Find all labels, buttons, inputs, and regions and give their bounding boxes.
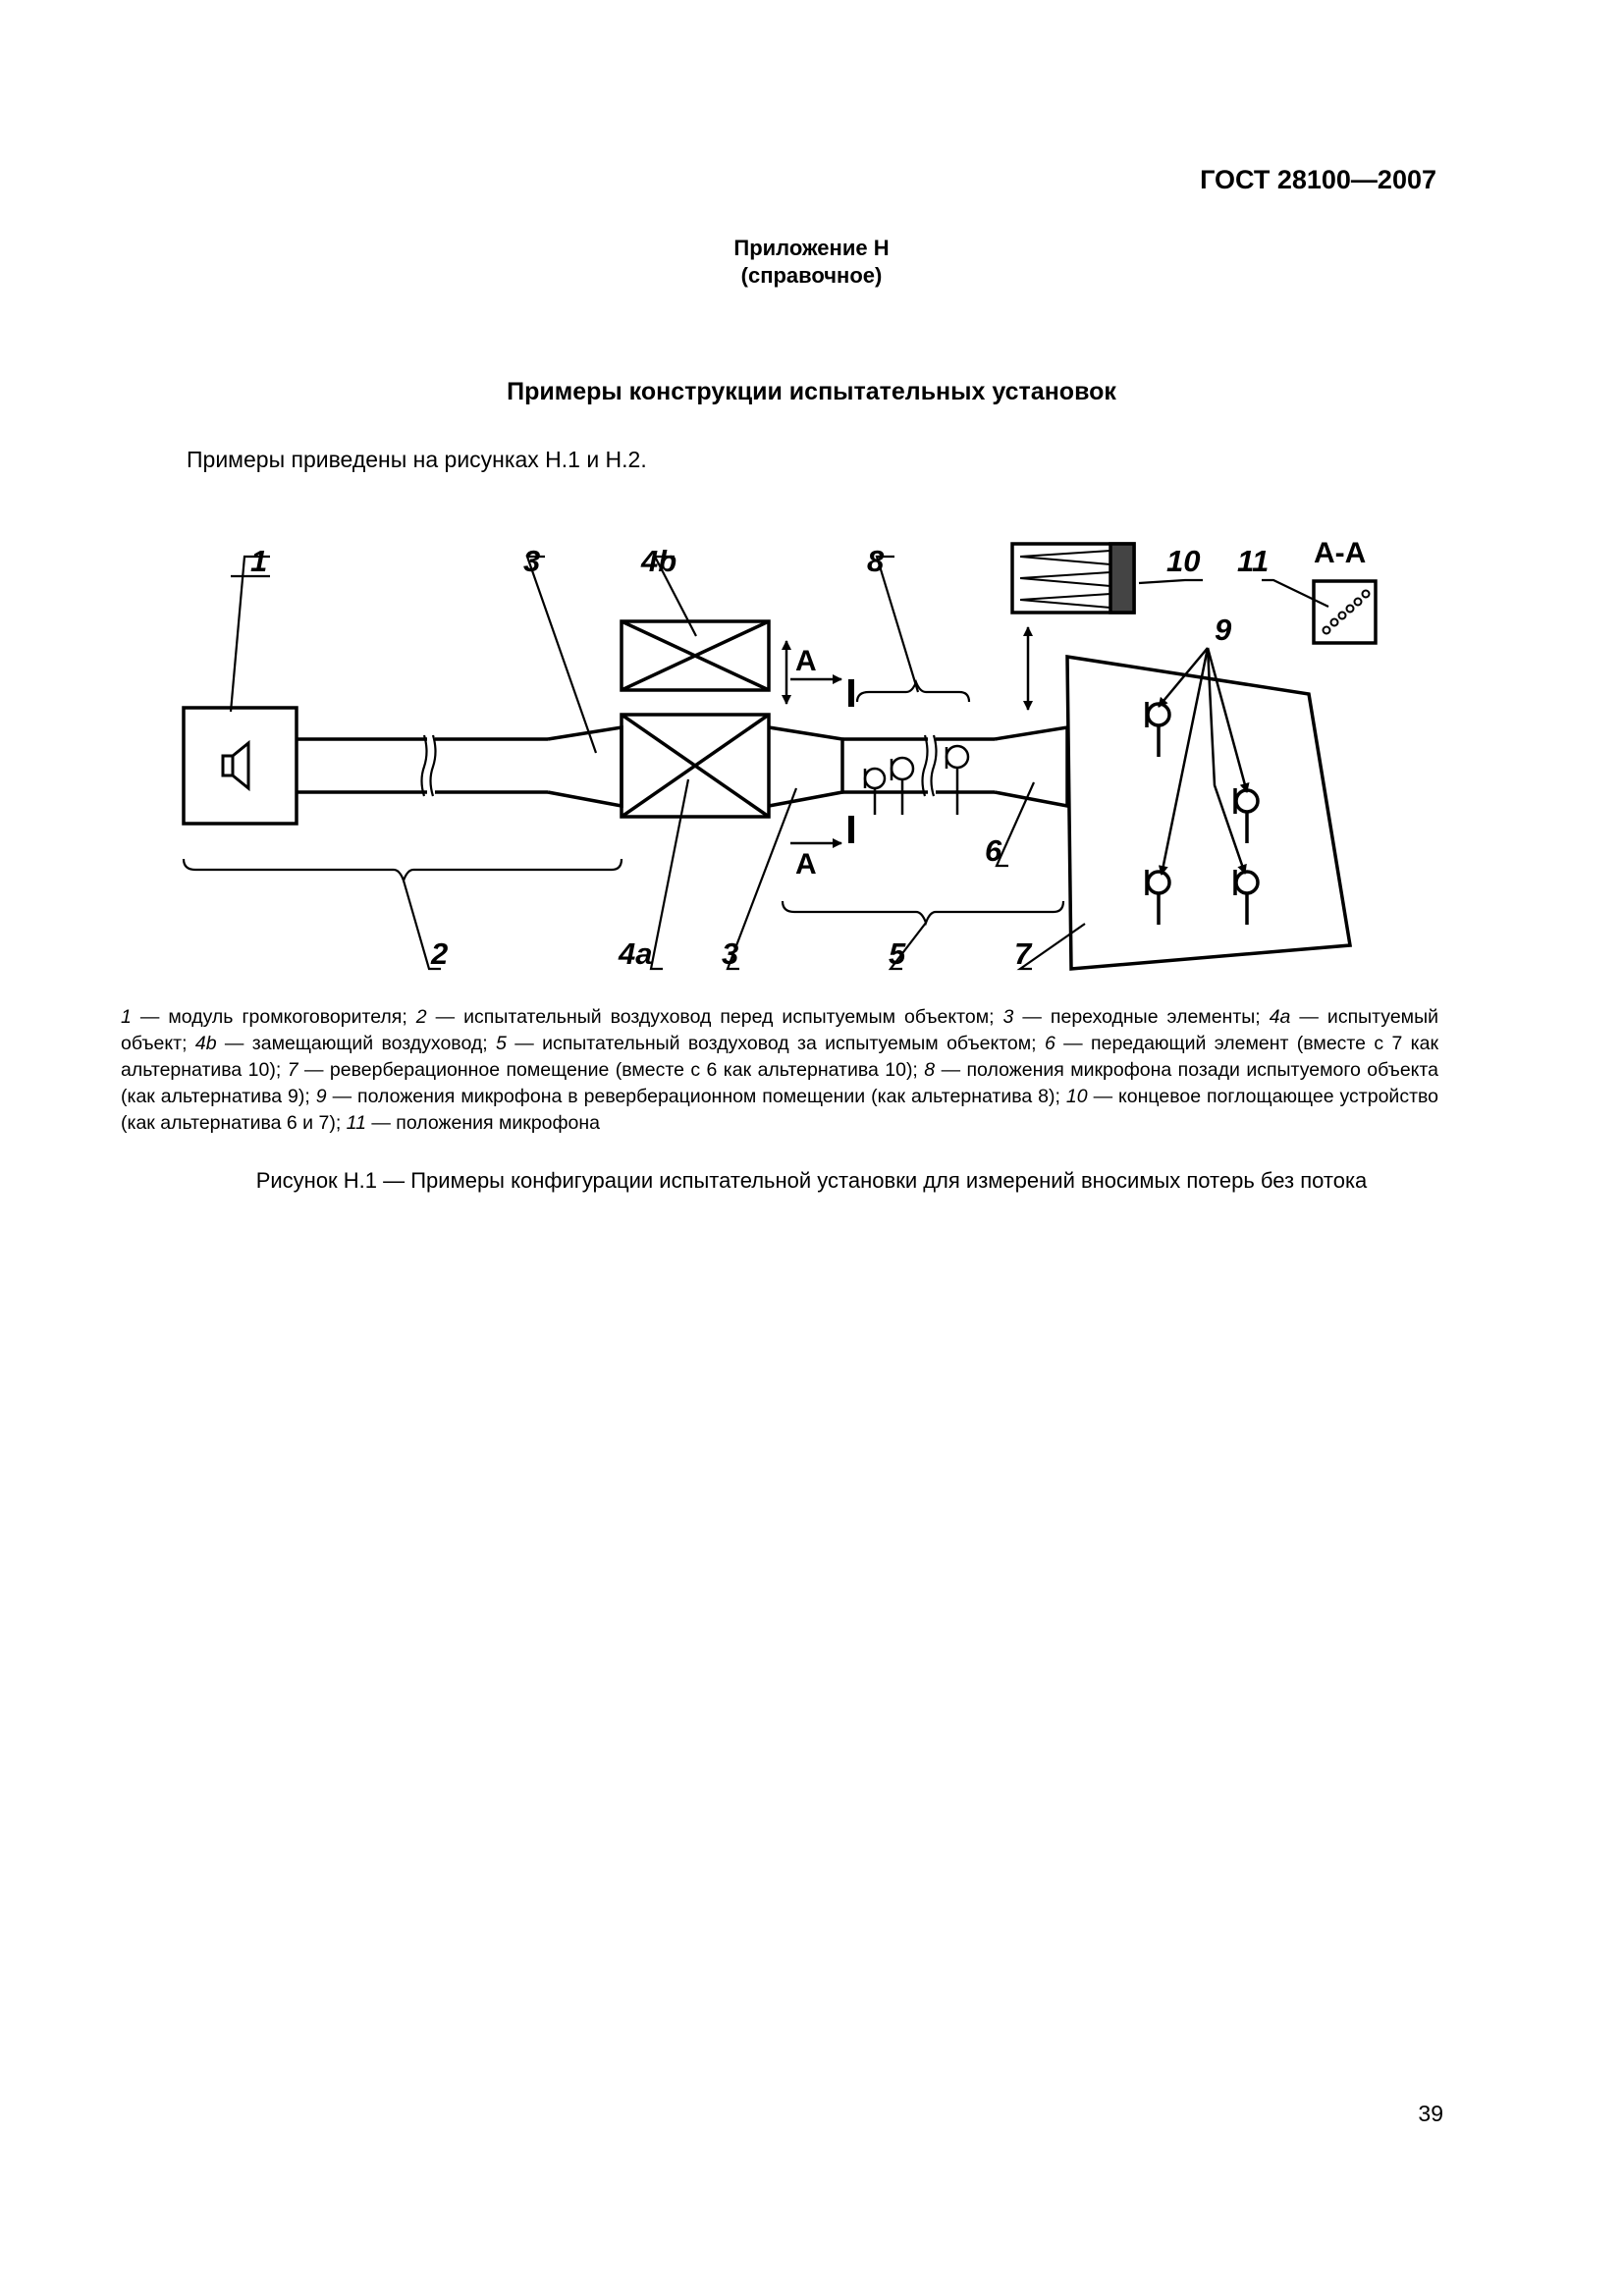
label-9: 9: [1215, 613, 1232, 647]
microphone-icon: [947, 746, 968, 815]
microphone-icon: [1235, 788, 1258, 843]
test-setup-diagram: [172, 535, 1448, 987]
page-number: 39: [1418, 2101, 1443, 2126]
microphone-icon: [892, 758, 913, 815]
legend-line: 1 — модуль громкоговорителя; 2 — испытательный воздуховод перед испытуемым объектом; 3 — переходные элементы; 4a — испытуемый объект; 4b — замещающий воздуховод; 5 — испытательный воздуховод за испытуемым объектом; 6 — передающий элемент (вместе с 7 как альтернатива 10); 7 — реверберационное помещение (вместе с 6 как альтернатива 10); 8 — положения микрофона позади испытуемого объекта (как альтернатива 9); 9 — положения микрофона в реверберационном помещении (как альтернатива 8); 10 — концевое поглощающее устройство (как альтернатива 6 и 7); 11 — положения микрофона: [121, 1006, 1438, 1134]
test-object: [622, 715, 769, 817]
document-code: ГОСТ 28100—2007: [1200, 165, 1436, 194]
section-view: [1314, 581, 1376, 643]
label-5: 5: [889, 936, 906, 971]
label-11: 11: [1237, 544, 1270, 578]
speaker-icon: [223, 743, 248, 788]
swap-arrows: [786, 627, 1028, 710]
loudspeaker-module: [184, 708, 297, 824]
label-8: 8: [867, 544, 885, 578]
figure-caption: Рисунок Н.1 — Примеры конфигурации испытательной установки для измерений вносимых потерь без потока: [255, 1168, 1368, 1193]
label-2: 2: [431, 936, 449, 971]
upstream-duct: [297, 735, 548, 796]
leader-lines: [231, 557, 1328, 969]
label-1: 1: [250, 544, 268, 578]
intro-paragraph: Примеры приведены на рисунках Н.1 и Н.2.: [187, 447, 647, 472]
label-6: 6: [985, 833, 1002, 868]
section-title: Примеры конструкции испытательных установок: [507, 378, 1116, 405]
transition-element-1: [548, 727, 622, 806]
label-section-a-bottom: А: [795, 848, 817, 881]
reverberation-room: [1067, 657, 1350, 969]
brace-8: [857, 682, 969, 702]
appendix-title: Приложение Н: [733, 236, 890, 260]
room-microphones: [1147, 702, 1258, 925]
label-section-a-top: А: [795, 645, 817, 677]
microphone-icon: [1235, 870, 1258, 925]
substitution-duct: [622, 621, 769, 690]
brace-2: [184, 859, 622, 881]
label-4a: 4a: [619, 936, 653, 971]
microphone-icon: [1147, 870, 1169, 925]
label-3-top: 3: [523, 544, 541, 578]
duct-microphones: [865, 746, 968, 815]
microphone-icon: [1147, 702, 1169, 757]
end-absorber: [1012, 544, 1134, 613]
figure-legend: [121, 1004, 1438, 1137]
label-7: 7: [1014, 936, 1032, 971]
brace-5: [783, 901, 1063, 923]
label-4b: 4b: [641, 544, 677, 578]
transition-element-2: [769, 727, 842, 806]
label-3-bottom: 3: [722, 936, 739, 971]
transmission-element: [995, 727, 1067, 806]
label-section-view: А-А: [1314, 537, 1367, 569]
appendix-type: (справочное): [740, 263, 883, 288]
braces: [184, 682, 1063, 923]
label-10: 10: [1166, 544, 1201, 578]
